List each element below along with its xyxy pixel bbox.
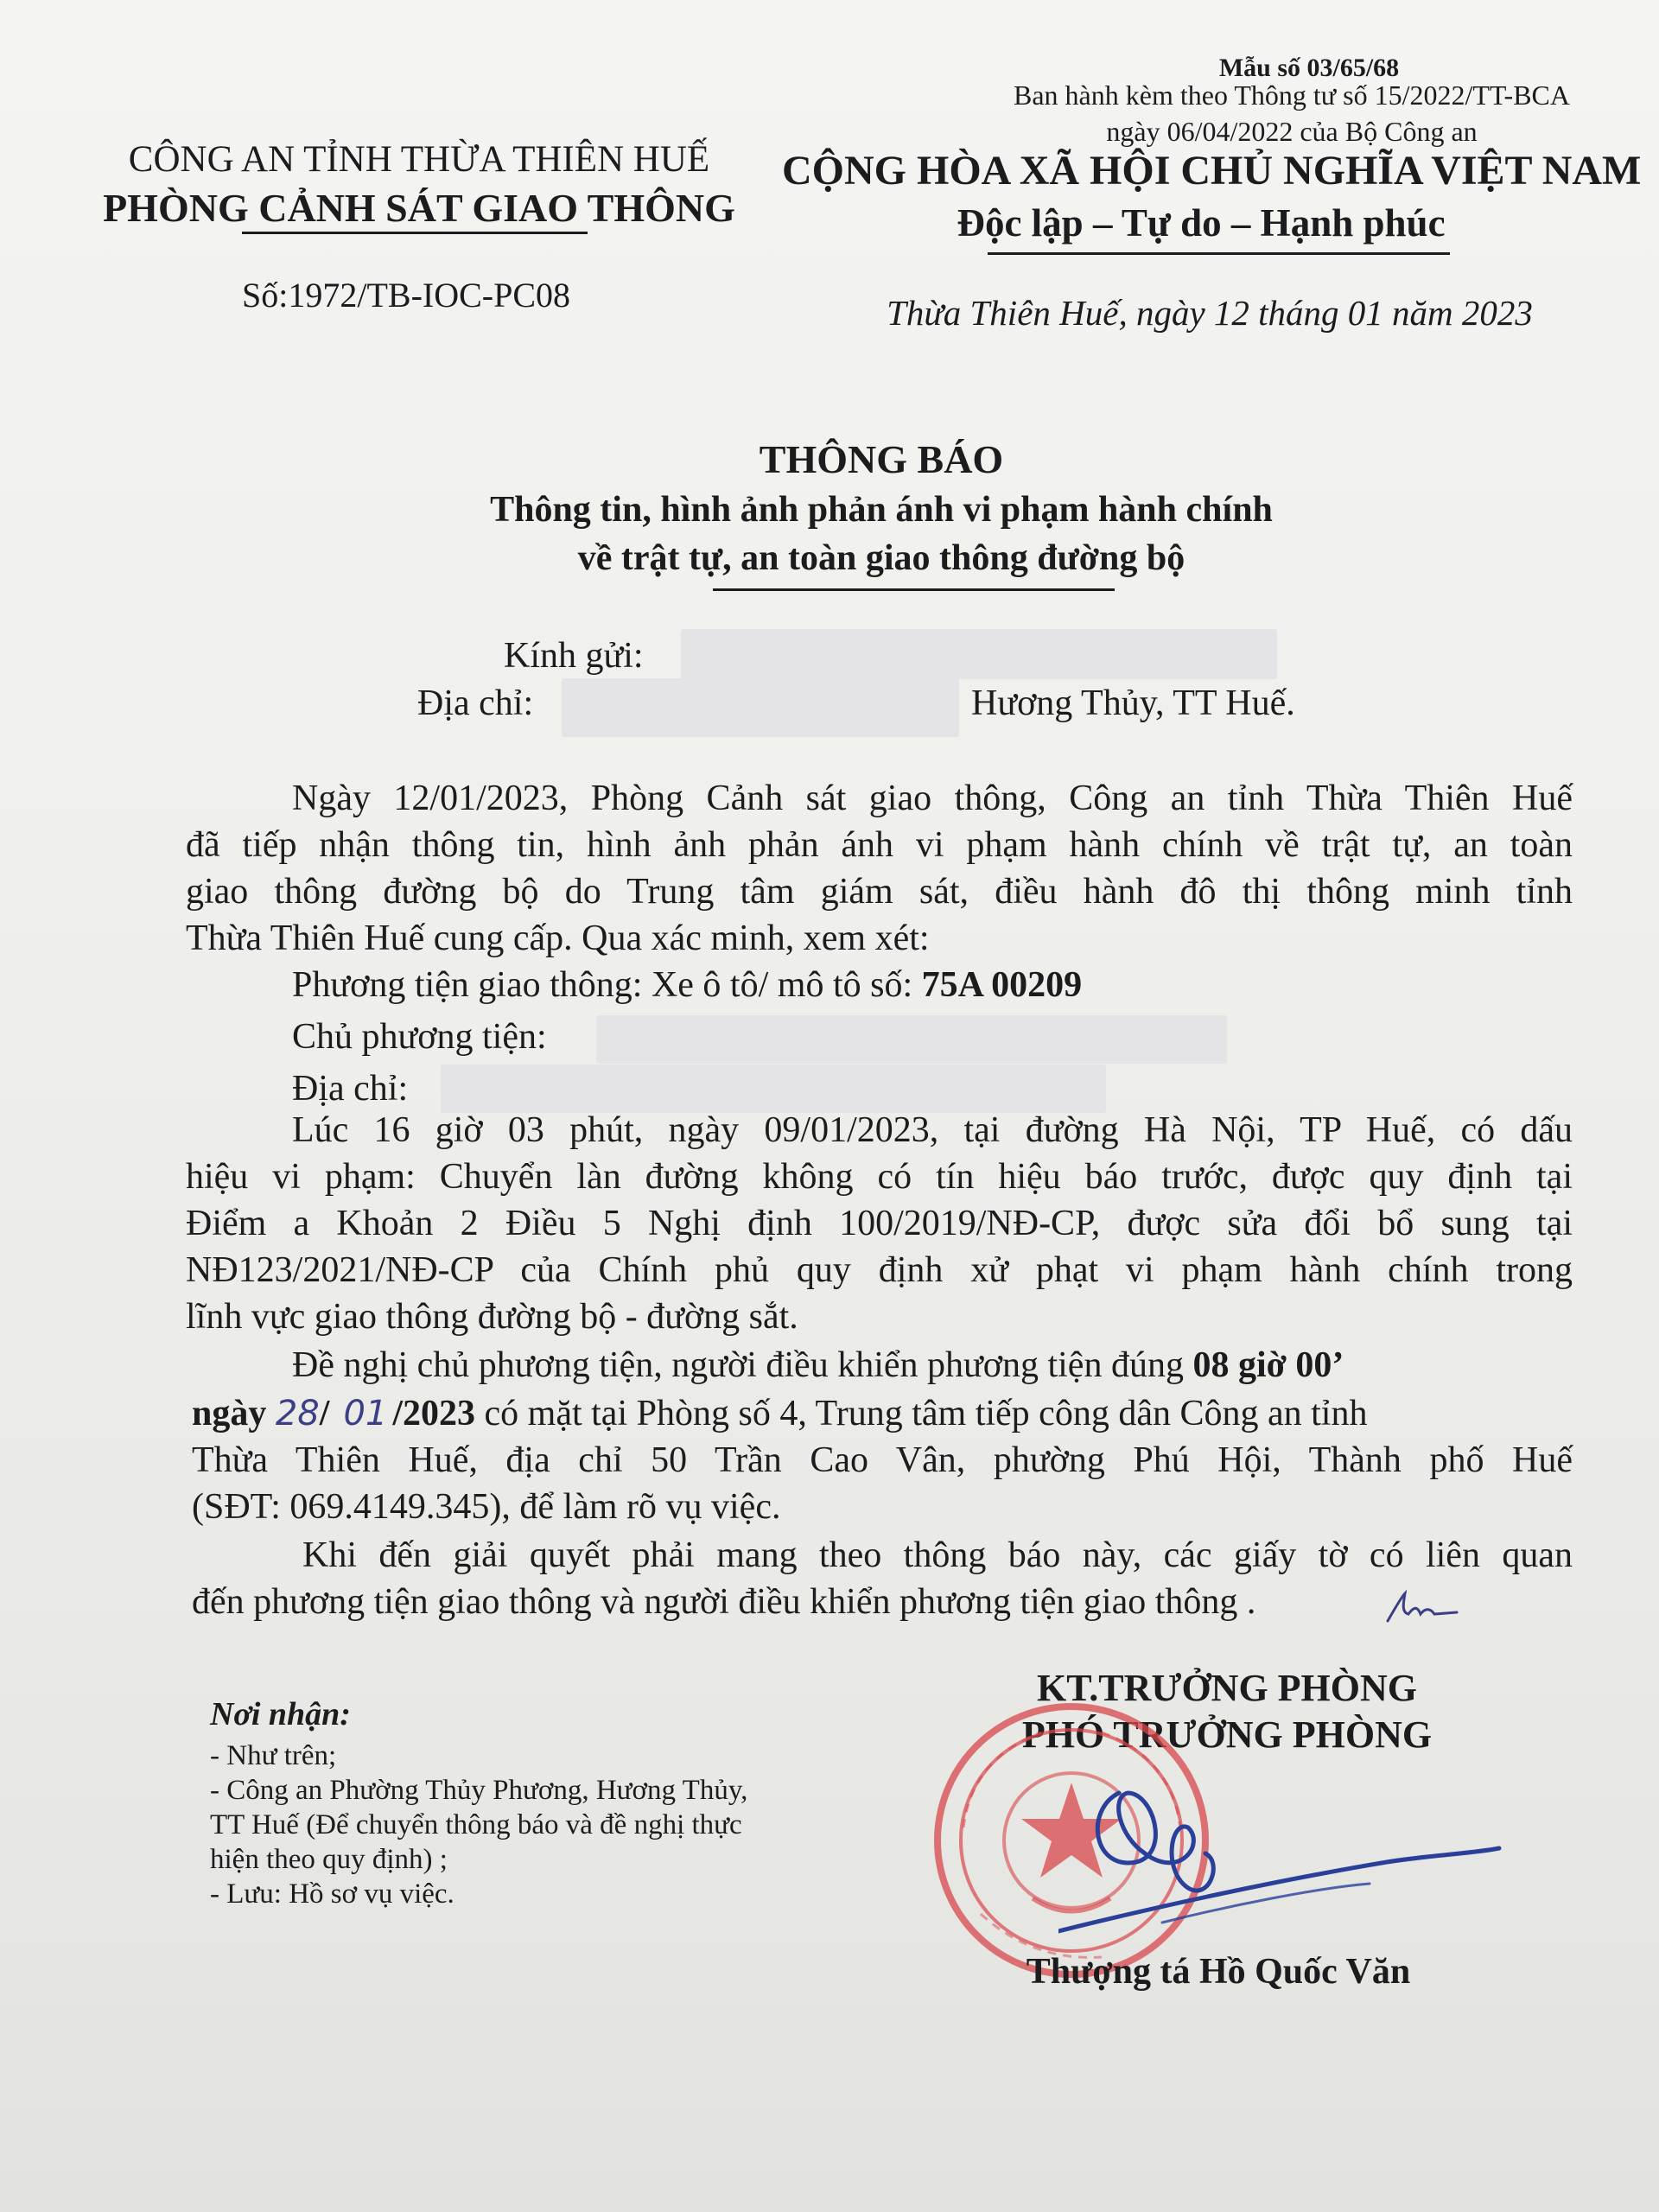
recipient-item: TT Huế (Để chuyển thông báo và đề nghị thực [210,1809,742,1840]
body-line: NĐ123/2021/NĐ-CP của Chính phủ quy định xử phạt vi phạm hành chính trong [186,1250,1573,1290]
handwritten-day: 28 [275,1394,320,1433]
vehicle-line [292,964,1082,1006]
document-number: Số:1972/TB-IOC-PC08 [242,276,571,315]
owner-address-label: Địa chỉ: [292,1069,409,1109]
motto-underline [988,252,1450,255]
signer-name: Thượng tá Hồ Quốc Văn [1026,1952,1411,1992]
recipient-item: - Lưu: Hồ sơ vụ việc. [210,1878,454,1910]
redacted-recipient [681,629,1277,679]
redacted-owner-address [441,1065,1106,1113]
appointment-time: 08 giờ 00’ [1192,1345,1344,1385]
recipient-address-tail: Hương Thủy, TT Huế. [971,683,1295,723]
recipient-address-label: Địa chỉ: [417,683,534,723]
agency-parent: CÔNG AN TỈNH THỪA THIÊN HUẾ [128,139,710,180]
body-line: đến phương tiện giao thông và người điều khiển phương tiện giao thông . [192,1582,1256,1622]
vehicle-plate: 75A 00209 [921,965,1083,1005]
handwritten-initial-mark [1382,1588,1460,1628]
recipient-label: Kính gửi: [504,636,644,676]
body-line: giao thông đường bộ do Trung tâm giám sát, điều hành đô thị thông minh tỉnh [186,872,1573,912]
body-line: Điểm a Khoản 2 Điều 5 Nghị định 100/2019/NĐ-CP, được sửa đổi bổ sung tại [186,1204,1573,1243]
appointment-year: /2023 [392,1394,476,1433]
subject-underline [713,588,1115,591]
appointment-date-prefix: ngày [192,1394,276,1433]
issued-reference-line2: ngày 06/04/2022 của Bộ Công an [1106,116,1478,147]
body-line: lĩnh vực giao thông đường bộ - đường sắt. [186,1297,798,1337]
body-line: Lúc 16 giờ 03 phút, ngày 09/01/2023, tại đường Hà Nội, TP Huế, có dấu [292,1110,1573,1150]
body-line: hiệu vi phạm: Chuyển làn đường không có tín hiệu báo trước, được quy định tại [186,1157,1573,1197]
document-type: THÔNG BÁO [759,437,1004,481]
agency-underline [242,232,588,234]
national-motto: Độc lập – Tự do – Hạnh phúc [957,201,1446,245]
signer-position: PHÓ TRƯỞNG PHÒNG [1021,1713,1433,1756]
appointment-line1 [292,1344,1344,1386]
issued-reference-line1: Ban hành kèm theo Thông tư số 15/2022/TT-BCA [1014,79,1570,111]
form-number: Mẫu số 03/65/68 [1218,54,1400,82]
subject-line1: Thông tin, hình ảnh phản ánh vi phạm hành chính [490,490,1273,530]
subject-line2: về trật tự, an toàn giao thông đường bộ [577,538,1185,578]
owner-label: Chủ phương tiện: [292,1017,547,1057]
vehicle-label: Phương tiện giao thông: Xe ô tô/ mô tô số: [292,965,922,1005]
appointment-line2 [192,1393,1367,1434]
body-line: Ngày 12/01/2023, Phòng Cảnh sát giao thông, Công an tỉnh Thừa Thiên Huế [292,779,1573,818]
agency-name: PHÒNG CẢNH SÁT GIAO THÔNG [103,186,735,230]
recipient-item: - Như trên; [210,1740,337,1771]
recipient-item: - Công an Phường Thủy Phương, Hương Thủy, [210,1775,748,1806]
appointment-location: có mặt tại Phòng số 4, Trung tâm tiếp công dân Công an tỉnh [475,1394,1368,1433]
country-name: CỘNG HÒA XÃ HỘI CHỦ NGHĨA VIỆT NAM [782,148,1642,194]
recipient-item: hiện theo quy định) ; [210,1844,448,1875]
handwritten-signature [1058,1758,1508,1966]
redacted-owner [596,1015,1227,1064]
body-line: Thừa Thiên Huế, địa chỉ 50 Trần Cao Vân, phường Phú Hội, Thành phố Huế [192,1440,1573,1480]
appointment-text: Đề nghị chủ phương tiện, người điều khiển phương tiện đúng [292,1345,1193,1385]
body-line: Thừa Thiên Huế cung cấp. Qua xác minh, xem xét: [186,918,930,958]
body-line: (SĐT: 069.4149.345), để làm rõ vụ việc. [192,1487,781,1527]
body-line: đã tiếp nhận thông tin, hình ảnh phản ánh vi phạm hành chính về trật tự, an toàn [186,825,1573,865]
handwritten-month: 01 [343,1394,388,1433]
signer-authority: KT.TRƯỞNG PHÒNG [1037,1667,1417,1709]
body-line: Khi đến giải quyết phải mang theo thông báo này, các giấy tờ có liên quan [302,1535,1573,1575]
redacted-address [562,678,959,737]
date-separator: / [319,1394,330,1433]
place-and-date: Thừa Thiên Huế, ngày 12 tháng 01 năm 2023 [887,293,1533,333]
recipients-heading: Nơi nhận: [210,1696,351,1732]
